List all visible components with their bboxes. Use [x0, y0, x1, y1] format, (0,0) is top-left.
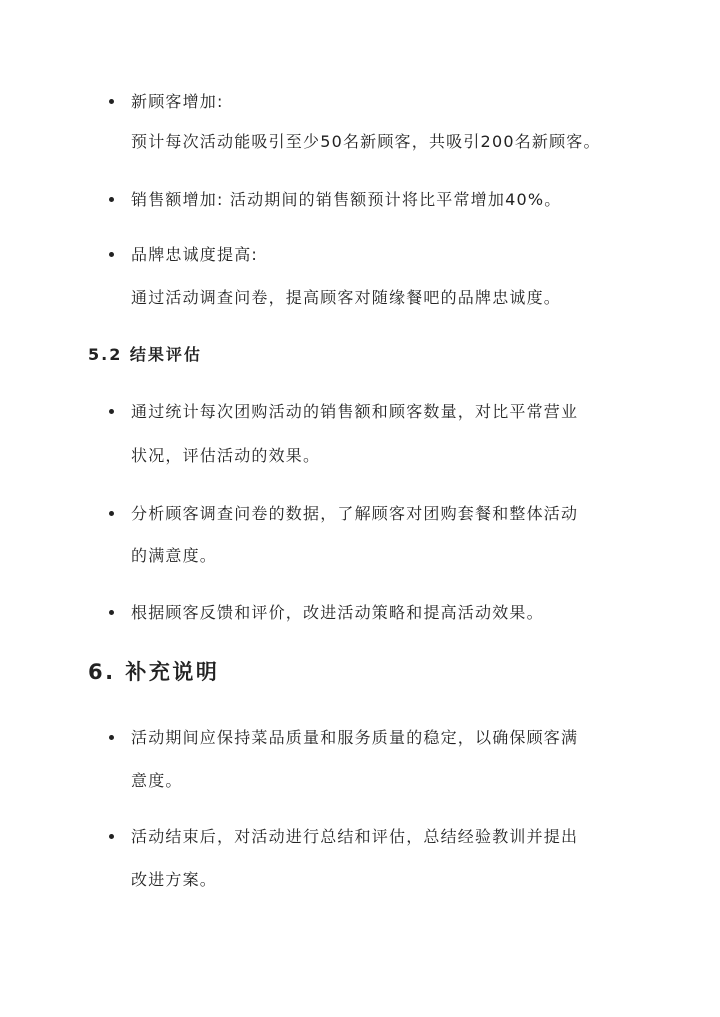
list-item-text: 活动结束后，对活动进行总结和评估，总结经验教训并提出 — [131, 827, 579, 846]
list-item-detail: 通过活动调查问卷，提高顾客对随缘餐吧的品牌忠诚度。 — [131, 288, 562, 307]
list-item — [0, 499, 720, 529]
list-item-detail: 预计每次活动能吸引至少50名新顾客，共吸引200名新顾客。 — [131, 132, 601, 151]
bullet-icon — [109, 735, 114, 740]
list-item-text: 活动期间应保持菜品质量和服务质量的稳定，以确保顾客满 — [131, 728, 579, 747]
list-item-label: 新顾客增加: — [131, 92, 224, 111]
list-item-continuation: 的满意度。 — [131, 546, 218, 565]
list-item — [0, 240, 720, 270]
list-item — [0, 822, 720, 852]
list-item — [0, 185, 720, 215]
list-item-text: 分析顾客调查问卷的数据，了解顾客对团购套餐和整体活动 — [131, 504, 579, 523]
list-item — [0, 397, 720, 427]
list-item-continuation: 状况，评估活动的效果。 — [131, 446, 321, 465]
bullet-icon — [109, 197, 114, 202]
list-item-text: 根据顾客反馈和评价，改进活动策略和提高活动效果。 — [131, 603, 544, 622]
bullet-icon — [109, 99, 114, 104]
list-item-continuation: 改进方案。 — [131, 870, 218, 889]
bullet-icon — [109, 610, 114, 615]
bullet-icon — [109, 409, 114, 414]
list-item — [0, 598, 720, 628]
bullet-icon — [109, 834, 114, 839]
bullet-icon — [109, 252, 114, 257]
list-item-label: 品牌忠诚度提高: — [131, 245, 258, 264]
list-item — [0, 87, 720, 117]
list-item-label: 销售额增加: 活动期间的销售额预计将比平常增加40%。 — [131, 190, 562, 209]
section-heading: 6. 补充说明 — [88, 660, 220, 684]
list-item-continuation: 意度。 — [131, 771, 183, 790]
list-item — [0, 723, 720, 753]
list-item-text: 通过统计每次团购活动的销售额和顾客数量，对比平常营业 — [131, 402, 579, 421]
bullet-icon — [109, 511, 114, 516]
section-heading: 5.2 结果评估 — [88, 345, 202, 364]
